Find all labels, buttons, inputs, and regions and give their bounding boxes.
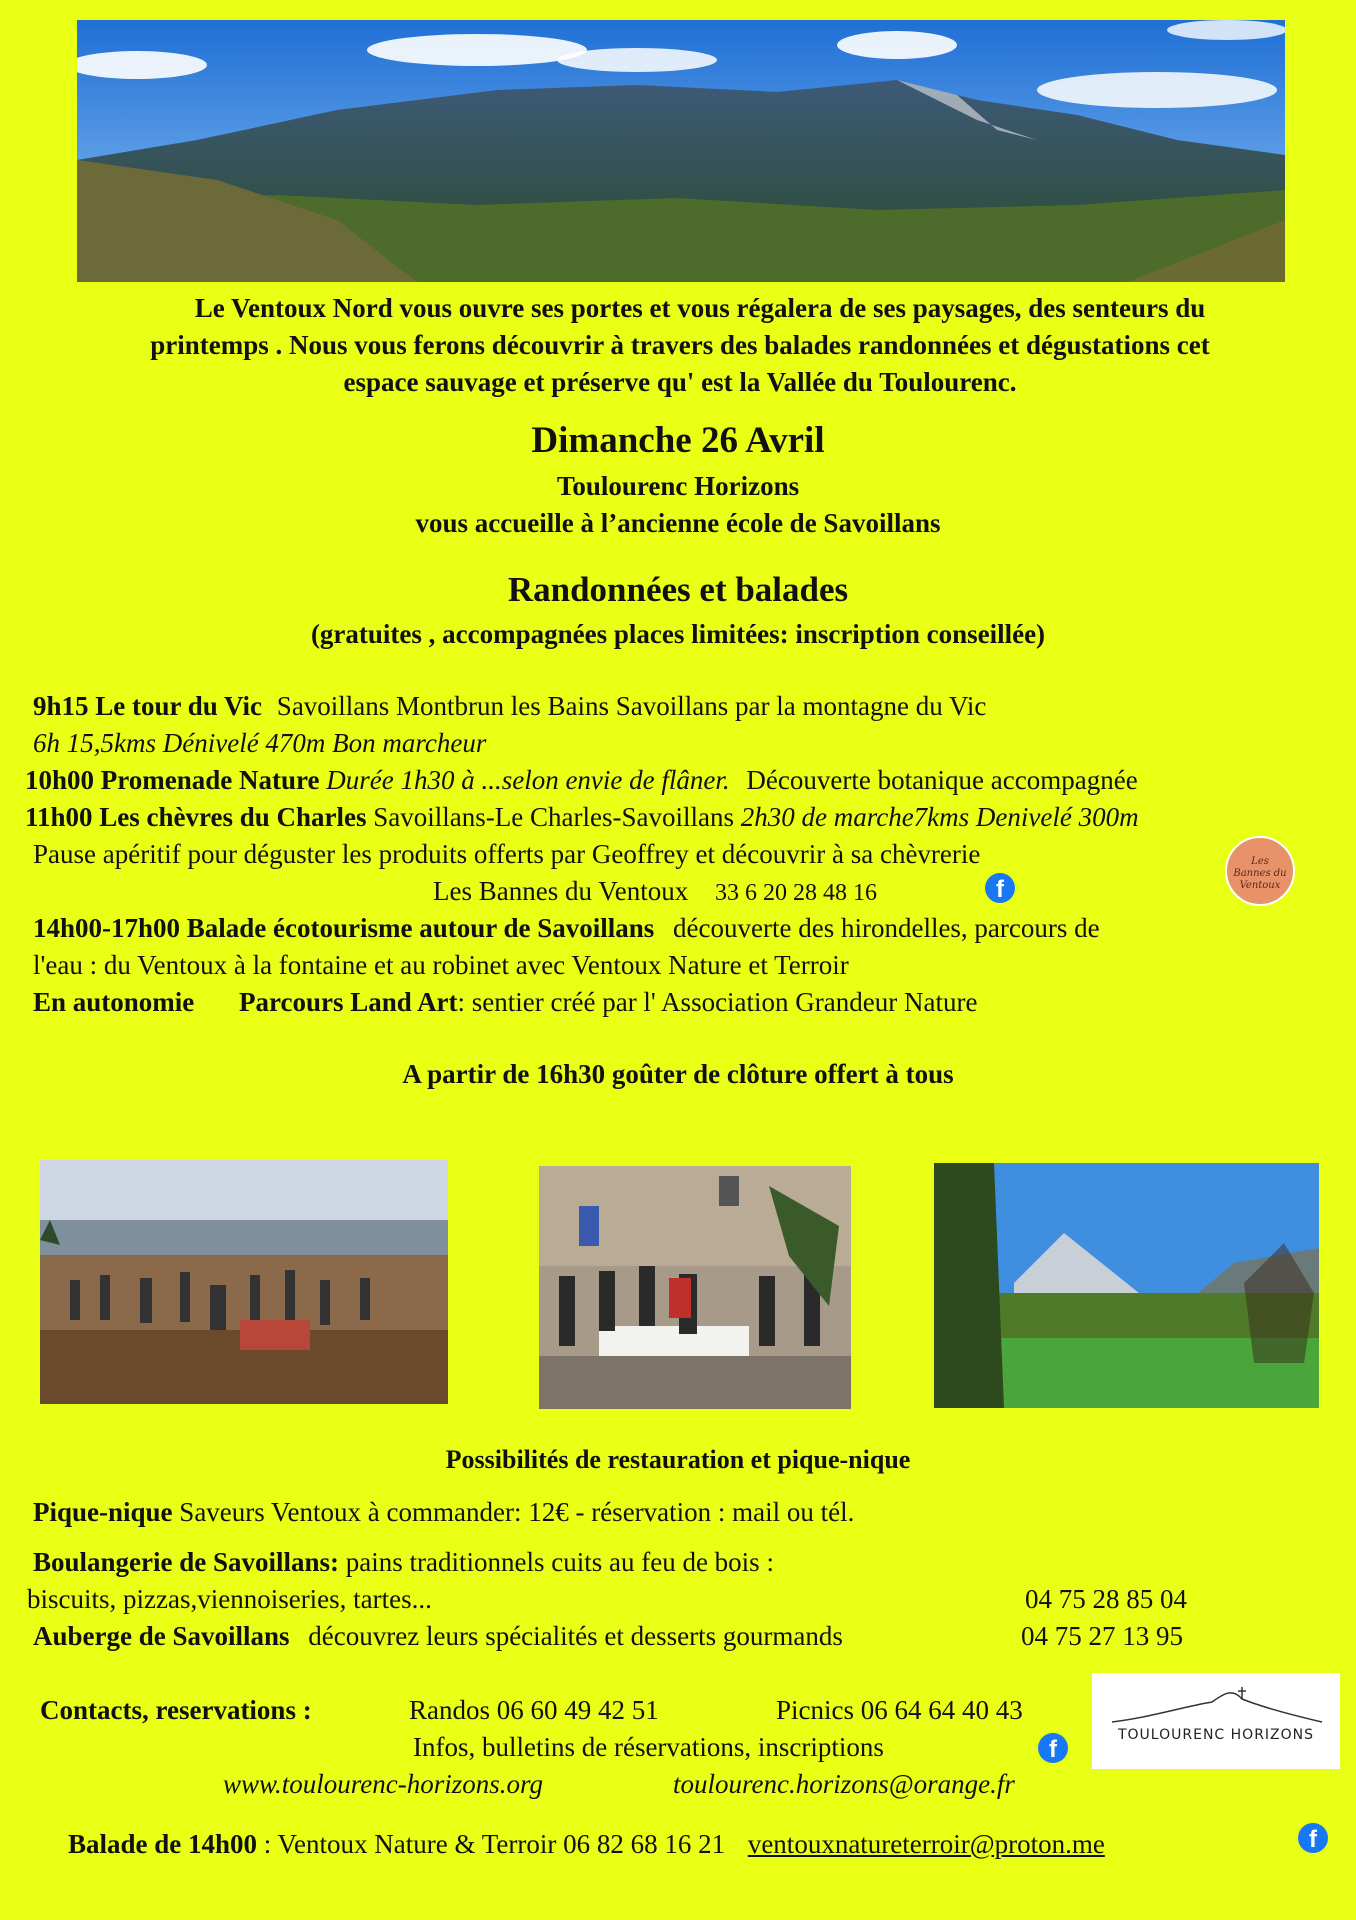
contacts-picnics: Picnics 06 64 64 40 43 — [776, 1695, 1023, 1725]
bakery-line-2: biscuits, pizzas,viennoiseries, tartes... — [27, 1584, 432, 1614]
hike-4-title: 14h00-17h00 Balade écotourisme autour de Savoillans — [33, 913, 655, 943]
intro-line-1: Le Ventoux Nord vous ouvre ses portes et vous régalera de ses paysages, des senteurs du — [194, 293, 1206, 323]
food-title: Possibilités de restauration et pique-nique — [445, 1445, 911, 1474]
bakery-label: Boulangerie de Savoillans: — [33, 1547, 340, 1577]
hike-1-desc: Savoillans Montbrun les Bains Savoillans par la montagne du Vic — [276, 691, 987, 721]
hike-2-desc: Découverte botanique accompagnée — [746, 765, 1138, 795]
website-link[interactable]: www.toulourenc-horizons.org — [223, 1769, 544, 1799]
balade-email-link[interactable]: ventouxnatureterroir@proton.me — [747, 1829, 1105, 1859]
hike-2-title: 10h00 Promenade Nature — [25, 765, 320, 795]
les-bannes-logo — [1225, 836, 1295, 906]
email-link[interactable]: toulourenc.horizons@orange.fr — [673, 1769, 1015, 1799]
toulourenc-horizons-logo — [1092, 1673, 1340, 1769]
hike-3-desc: Savoillans-Le Charles-Savoillans — [373, 802, 734, 832]
event-organizer: Toulourenc Horizons — [556, 471, 800, 501]
hikers-photo — [40, 1160, 448, 1404]
toulourenc-logo-text: TOULOURENC HORIZONS — [1117, 1727, 1315, 1743]
hike-item-5 — [33, 986, 977, 1018]
picnic-label: Pique-nique — [33, 1497, 173, 1527]
event-date: Dimanche 26 Avril — [531, 420, 825, 461]
food-inn — [33, 1620, 843, 1652]
hike-3-venue: Les Bannes du Ventoux — [433, 876, 689, 906]
hike-item-2 — [25, 764, 1138, 796]
hike-1-title: 9h15 Le tour du Vic — [33, 691, 263, 721]
hike-4-desc: découverte des hirondelles, parcours de — [673, 913, 1100, 943]
hike-3-line-3 — [433, 875, 877, 909]
tasting-courtyard-photo — [539, 1166, 851, 1409]
hike-1-details: 6h 15,5kms Dénivelé 470m Bon marcheur — [33, 728, 487, 758]
hike-5-title: En autonomie — [33, 987, 195, 1017]
hike-3-phone: 33 6 20 28 48 16 — [714, 880, 877, 906]
contacts-randos: Randos 06 60 49 42 51 — [409, 1695, 659, 1725]
inn-label: Auberge de Savoillans — [33, 1621, 290, 1651]
hike-2-italic: Durée 1h30 à ...selon envie de flâner. — [326, 765, 730, 795]
hike-item-4 — [33, 912, 1100, 944]
hike-item-1 — [33, 690, 986, 722]
bakery-phone: 04 75 28 85 04 — [1025, 1584, 1187, 1614]
intro-line-3: espace sauvage et préserve qu' est la Vallée du Toulourenc. — [343, 367, 1017, 397]
contacts-label: Contacts, reservations : — [40, 1695, 312, 1725]
balade-contact — [68, 1828, 1105, 1860]
hike-5-desc: : sentier créé par l' Association Grandeur Nature — [457, 987, 978, 1017]
les-bannes-logo-text: Les Bannes du Ventoux — [1233, 856, 1287, 891]
inn-desc: découvrez leurs spécialités et desserts gourmands — [308, 1621, 843, 1651]
intro-line-2: printemps . Nous vous ferons découvrir à travers des balades randonnées et dégustations cet — [150, 330, 1210, 360]
hikes-subtitle: (gratuites , accompagnées places limitées: inscription conseillée) — [310, 619, 1046, 649]
balade-desc: : Ventoux Nature & Terroir 06 82 68 16 21 — [263, 1829, 726, 1859]
facebook-icon[interactable]: f — [1298, 1823, 1328, 1853]
balade-label: Balade de 14h00 — [68, 1829, 258, 1859]
contacts-infos: Infos, bulletins de réservations, inscriptions — [413, 1732, 884, 1762]
hike-4-line-2: l'eau : du Ventoux à la fontaine et au robinet avec Ventoux Nature et Terroir — [33, 950, 849, 980]
valley-landscape-photo — [934, 1163, 1319, 1408]
hike-3-line-2: Pause apéritif pour déguster les produits offerts par Geoffrey et découvrir à sa chèvrerie — [33, 839, 981, 869]
hike-3-title: 11h00 Les chèvres du Charles — [25, 802, 367, 832]
facebook-icon[interactable]: f — [1038, 1733, 1068, 1763]
closing-snack: A partir de 16h30 goûter de clôture offert à tous — [402, 1059, 954, 1089]
event-venue: vous accueille à l’ancienne école de Savoillans — [415, 508, 941, 538]
facebook-icon[interactable]: f — [985, 873, 1015, 903]
hike-item-3 — [25, 801, 1139, 833]
hike-3-italic: 2h30 de marche7kms Denivelé 300m — [740, 802, 1139, 832]
food-bakery — [33, 1546, 774, 1578]
picnic-desc: Saveurs Ventoux à commander: 12€ - réservation : mail ou tél. — [179, 1497, 855, 1527]
hike-5-subtitle: Parcours Land Art — [239, 987, 458, 1017]
food-picnic — [33, 1496, 854, 1528]
hikes-title: Randonnées et balades — [507, 570, 849, 609]
bakery-desc: pains traditionnels cuits au feu de bois : — [345, 1547, 774, 1577]
intro-paragraph — [30, 292, 1330, 398]
banner-mountain-photo — [77, 20, 1285, 282]
inn-phone: 04 75 27 13 95 — [1021, 1621, 1183, 1651]
